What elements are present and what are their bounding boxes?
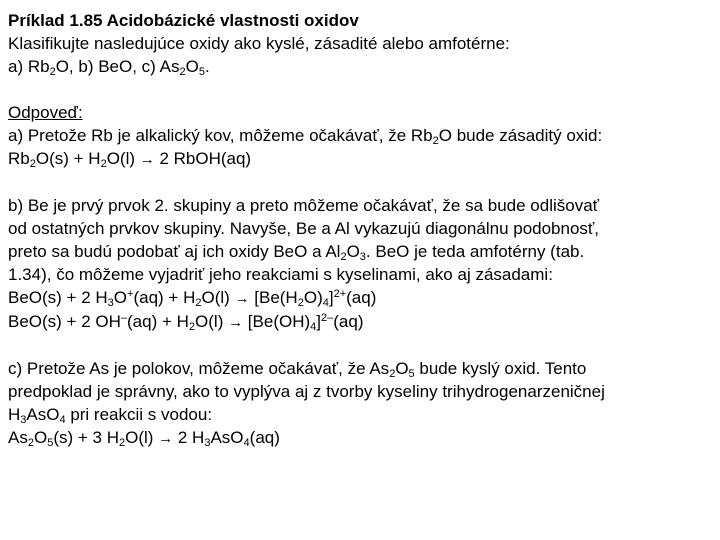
subscript: 4 [243,437,250,449]
text-run: preto sa budú podobať aj ich oxidy BeO a Al [8,242,341,261]
part-c-line-1 [8,357,712,380]
subscript: 2 [29,158,36,170]
subscript: 2 [389,368,396,380]
text-run: c) Pretože As je polokov, môžeme očakávať, že As [8,359,390,378]
text-run: O [113,288,128,307]
subscript: 3 [204,437,211,449]
text-run: O [346,242,360,261]
text-run: 2 H [173,428,205,447]
part-b-line-3 [8,240,712,263]
subscript: 4 [59,414,66,426]
text-run: [Be(OH) [243,312,311,331]
text-run: (aq) [249,428,280,447]
reaction-arrow: → [158,430,174,447]
subscript: 5 [408,368,415,380]
superscript: – [120,312,128,324]
text-run: BeO(s) + 2 H [8,288,108,307]
part-a-line-1 [8,124,712,147]
answer-heading: Odpoveď: [8,103,83,122]
text-run: BeO(s) + 2 OH [8,312,121,331]
reaction-arrow: → [234,290,250,307]
superscript: 2– [321,312,334,324]
part-c-equation [8,426,712,450]
text-run: bude kyslý oxid. Tento [414,359,587,378]
text-run: (aq) + H [133,288,196,307]
text-run: . BeO je teda amfotérny (tab. [365,242,585,261]
part-c-line-2: predpoklad je správny, ako to vyplýva aj z tvorby kyseliny trihydrogenarzeničnej [8,382,605,401]
reaction-arrow: → [228,314,244,331]
text-run: AsO [210,428,244,447]
text-run: O [185,57,199,76]
prompt-line-2 [8,55,712,78]
text-run: ] [316,312,321,331]
text-run: O, b) BeO, c) As [55,57,180,76]
superscript: + [127,288,134,300]
subscript: 2 [432,135,439,147]
text-run: O bude zásaditý oxid: [438,126,603,145]
part-a-equation [8,147,712,171]
text-run: H [8,405,21,424]
subscript: 5 [47,437,54,449]
text-run: a) Pretože Rb je alkalický kov, môžeme očakávať, že Rb [8,126,433,145]
subscript: 4 [310,321,317,333]
part-b-line-2: od ostatných prvkov skupiny. Navyše, Be a Al vykazujú diagonálnu podobnosť, [8,219,600,238]
example-title: Príklad 1.85 Acidobázické vlastnosti oxidov [8,11,359,30]
text-run: a) Rb [8,57,50,76]
text-run: O(l) [195,312,229,331]
text-run: As [8,428,28,447]
text-run: . [204,57,210,76]
part-b-line-1: b) Be je prvý prvok 2. skupiny a preto môžeme očakávať, že sa bude odlišovať [8,196,600,215]
text-run: O(l) [106,149,140,168]
subscript: 2 [49,66,56,78]
spacer [8,171,712,194]
subscript: 2 [340,251,347,263]
subscript: 2 [118,437,126,449]
subscript: 2 [27,437,34,449]
reaction-arrow: → [139,151,155,168]
subscript: 2 [297,297,304,309]
subscript: 2 [179,66,186,78]
part-b-equation-1 [8,286,712,310]
text-run: pri reakcii s vodou: [65,405,213,424]
subscript: 3 [20,414,27,426]
text-run: (aq) [346,288,377,307]
text-run: (aq) [333,312,364,331]
subscript: 4 [322,297,329,309]
text-run: O [395,359,409,378]
part-b-line-4: 1.34), čo môžeme vyjadriť jeho reakciami s kyselinami, ako aj zásadami: [8,265,553,284]
subscript: 3 [107,297,114,309]
text-run: O(l) [125,428,159,447]
text-run: (s) + 3 H [53,428,119,447]
text-run: Rb [8,149,30,168]
text-run: (aq) + H [127,312,189,331]
text-run: O(s) + H [35,149,101,168]
subscript: 2 [195,297,202,309]
part-c-line-3 [8,403,712,426]
spacer [8,78,712,101]
prompt-line-1: Klasifikujte nasledujúce oxidy ako kyslé, zásadité alebo amfotérne: [8,34,510,53]
subscript: 2 [100,158,107,170]
text-run: ] [328,288,334,307]
text-run: 2 RbOH(aq) [154,149,252,168]
subscript: 5 [198,66,205,78]
text-run: AsO [26,405,60,424]
part-b-equation-2 [8,310,712,334]
text-run: O [33,428,48,447]
text-run: O(l) [201,288,235,307]
subscript: 2 [188,321,196,333]
text-run: O) [303,288,323,307]
text-run: [Be(H [249,288,298,307]
spacer [8,334,712,357]
subscript: 3 [359,251,366,263]
superscript: 2+ [333,288,347,300]
